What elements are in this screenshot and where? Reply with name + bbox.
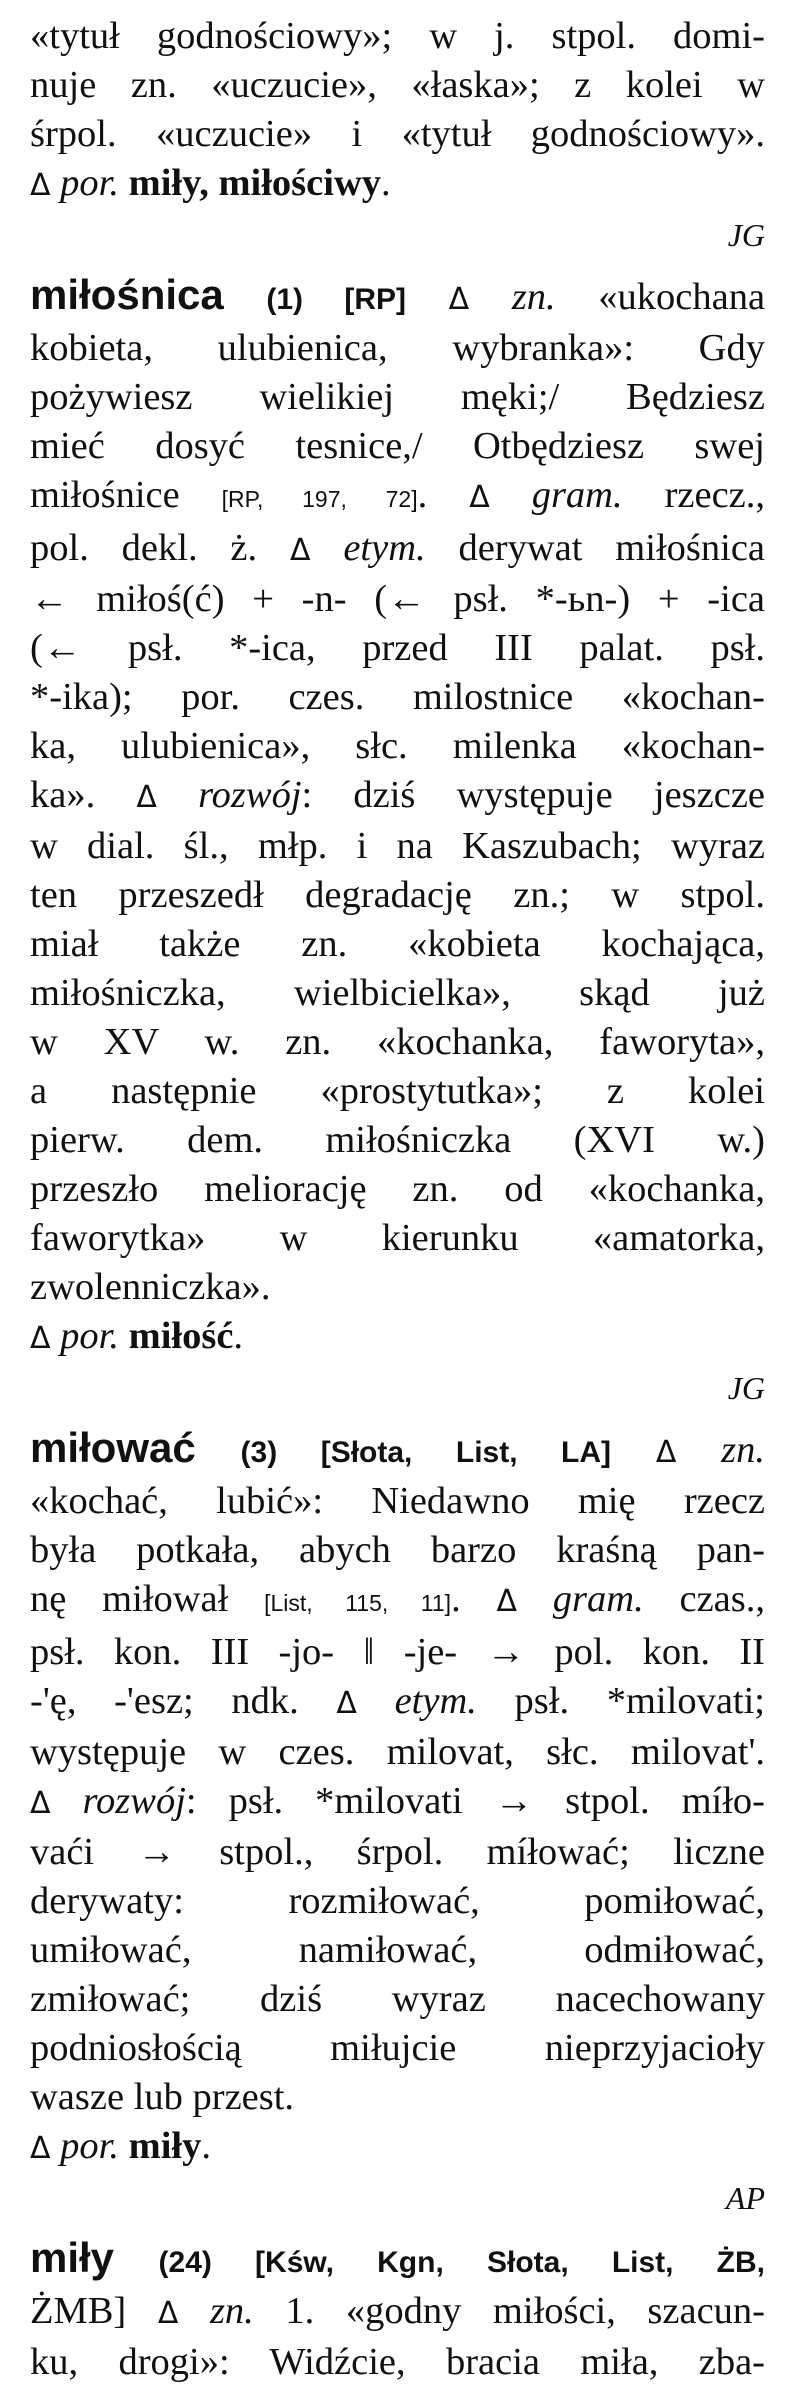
see-also-line: Δ por. miły, miłościwy.	[30, 162, 391, 204]
text-line: miłośnice [RP, 197, 72]. Δ gram. rzecz.,	[30, 474, 766, 516]
text-line: podniosłością miłujcie nieprzyjacioły	[30, 2027, 765, 2069]
text-line: w XV w. zn. «kochanka, faworyta»,	[30, 1021, 765, 1063]
text-line: ku, drogi»: Widźcie, bracia miła, zba-	[30, 2341, 765, 2383]
text-line: w dial. śl., młp. i na Kaszubach; wyraz	[30, 825, 765, 867]
text-line: nuje zn. «uczucie», «łaska»; z kolei w	[30, 64, 765, 106]
text-line: ŻMB] Δ zn. 1. «godny miłości, szacun-	[30, 2290, 766, 2332]
text-line: występuje w czes. milovat, słc. milovat'.	[30, 1731, 765, 1773]
entry-milosnica	[30, 270, 765, 1411]
text-line: ten przeszedł degradację zn.; w stpol.	[30, 874, 765, 916]
text-line: przeszło meliorację zn. od «kochanka,	[30, 1168, 765, 1210]
text-line: Δ rozwój: psł. *milovati → stpol. míło-	[30, 1780, 765, 1822]
entry-text	[30, 1423, 765, 2173]
text-line: pożywiesz wielikiej męki;/ Będziesz	[30, 376, 765, 418]
text-line: (← psł. *-ica, przed III palat. psł.	[30, 627, 765, 669]
text-line: śrpol. «uczucie» i «tytuł godnościowy».	[30, 113, 765, 155]
text-line: zwolenniczka».	[30, 1266, 271, 1308]
text-line: a następnie «prostytutka»; z kolei	[30, 1070, 765, 1112]
text-line: «kochać, lubić»: Niedawno mię rzecz	[30, 1480, 765, 1522]
text-line: psł. kon. III -jo- ‖ -je- → pol. kon. II	[30, 1631, 765, 1673]
text-line: ka». Δ rozwój: dziś występuje jeszcze	[30, 774, 765, 816]
text-line: derywaty: rozmiłować, pomiłować,	[30, 1880, 765, 1922]
text-line: faworytka» w kierunku «amatorka,	[30, 1217, 765, 1259]
headword-line: miły (24) [Kśw, Kgn, Słota, List, ŻB,	[30, 2234, 766, 2281]
text-line: mieć dosyć tesnice,/ Otbędziesz swej	[30, 425, 765, 467]
text-line: ← miłoś(ć) + -n- (← psł. *-ьn-) + -ica	[30, 578, 765, 620]
text-line: umiłować, namiłować, odmiłować,	[30, 1929, 765, 1971]
text-line: wasze lub przest.	[30, 2076, 295, 2118]
entry-text	[30, 12, 765, 210]
see-also-line: Δ por. miłość.	[30, 1315, 244, 1357]
entry-milowac	[30, 1423, 765, 2221]
text-line: kobieta, ulubienica, wybranka»: Gdy	[30, 327, 765, 369]
dictionary-page	[30, 12, 765, 2387]
text-line: miłośniczka, wielbicielka», skąd już	[30, 972, 765, 1014]
see-also-line: Δ por. miły.	[30, 2125, 211, 2167]
author-initials: JG	[727, 217, 765, 253]
entry-text	[30, 2233, 765, 2387]
text-line: «tytuł godnościowy»; w j. stpol. domi-	[30, 15, 765, 57]
text-line: pol. dekl. ż. Δ etym. derywat miłośnica	[30, 527, 765, 569]
text-line: miał także zn. «kobieta kochająca,	[30, 923, 765, 965]
text-line: ka, ulubienica», słc. milenka «kochan-	[30, 725, 765, 767]
entry-text	[30, 270, 765, 1363]
author-initials: JG	[727, 1370, 765, 1406]
text-line: vaći → stpol., śrpol. míłować; liczne	[30, 1831, 765, 1873]
text-line: -'ę, -'esz; ndk. Δ etym. psł. *milovati;	[30, 1680, 765, 1722]
text-line: nę miłował [List, 115, 11]. Δ gram. czas.,	[30, 1578, 765, 1620]
text-line: pierw. dem. miłośniczka (XVI w.)	[30, 1119, 765, 1161]
headword-line: miłować (3) [Słota, List, LA] Δ zn.	[30, 1424, 766, 1471]
text-line: zmiłować; dziś wyraz nacechowany	[30, 1978, 765, 2020]
author-initials: AP	[725, 2180, 765, 2216]
text-line: była potkała, abych barzo kraśną pan-	[30, 1529, 765, 1571]
entry-mily	[30, 2233, 765, 2387]
entry-continuation	[30, 12, 765, 258]
headword-line: miłośnica (1) [RP] Δ zn. «ukochana	[30, 271, 766, 318]
text-line: *-ika); por. czes. milostnice «kochan-	[30, 676, 765, 718]
